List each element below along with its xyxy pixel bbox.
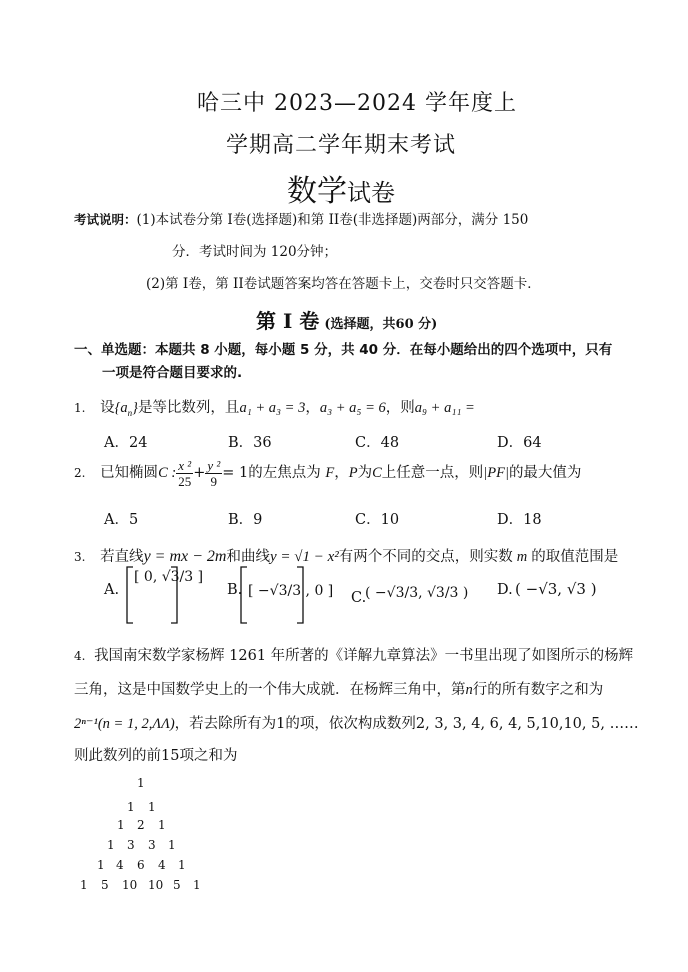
triangle-row-5-cell: 4 [116,858,124,872]
question-4-line4: 则此数列的前15项之和为 [74,748,238,764]
q2-text-b: 的左焦点为 [248,465,321,481]
q2-point: P [348,465,358,481]
q3-option-a-label: A. [104,582,120,598]
instructions-line2: 分．考试时间为 120分钟； [172,244,338,260]
triangle-row-6-cell: 1 [193,878,201,892]
question-2 [74,456,581,490]
triangle-row-6-cell: 1 [80,878,88,892]
section-note: (选择题，共60 分) [324,317,438,332]
part1-heading-line1: 一、单选题：本题共 8 小题，每小题 5 分，共 40 分．在每小题给出的四个选项中，只有 [74,342,613,358]
triangle-row-2-cell: 1 [127,800,135,814]
subject-title-big: 数学 [287,174,347,209]
q3-option-d-text: ( −√3, √3 ) [515,580,597,598]
triangle-row-5-cell: 4 [158,858,166,872]
q3-text-d: 的取值范围是 [531,549,619,565]
q4-text-line2b: 行的所有数字之和为 [472,682,604,698]
triangle-row-6-cell: 5 [101,878,109,892]
subject-title-small: 试卷 [347,179,395,207]
q3-curve-equation: y = √1 − x² [269,549,339,565]
q3-option-b-expression [238,563,334,627]
triangle-row-6-cell: 10 [148,878,164,892]
triangle-row-4-cell: 3 [148,838,156,852]
question-number: 2. [74,466,86,480]
instructions-item1a: (1)本试卷分第 I卷(选择题)和第 II卷(非选择题)两部分，满分 150 [136,212,529,228]
q4-power-expression: 2ⁿ⁻¹ [74,716,98,732]
instructions-line3: (2)第 I卷，第 II卷试题答案均答在答题卡上，交卷时只交答题卡． [146,276,541,292]
question-1 [74,396,475,418]
question-number: 3. [74,550,86,564]
triangle-row-3-cell: 1 [158,818,166,832]
q2-focus: F [325,465,335,481]
q1-option-d: D．64 [497,435,542,451]
q4-text-line3b: ，若去除所有为1的项，依次构成数列2, 3, 3, 4, 6, 4, 5,10,10, 5, …… [174,716,639,732]
q2-pf: |PF| [483,465,509,481]
triangle-row-5-cell: 1 [97,858,105,872]
q1-text-c: ，则 [385,400,415,416]
section-heading [256,305,437,334]
q3-option-a-expression [124,563,204,627]
q2-fraction-x: $\frac{\text{x ²}}{25}$ [178,457,192,489]
q4-text-line2a: 三角，这是中国数学史上的一个伟大成就．在杨辉三角中，第 [74,682,466,698]
q2-equals: = 1 [222,465,249,481]
section-title: 第 I 卷 [256,309,320,333]
triangle-row-4-cell: 1 [168,838,176,852]
question-4-line2 [74,678,603,699]
q2-text-c: ， [334,465,349,481]
q1-text-b: 是等比数列，且 [137,400,240,416]
q1-sequence: $\{a_n\}$ [114,400,138,418]
q2-option-d: D．18 [497,512,542,528]
triangle-row-2-cell: 1 [148,800,156,814]
q3-option-d-expression [515,574,615,614]
q3-option-d-label: D. [497,582,513,598]
q3-option-c-text: ( −√3/3, √3/3 ) [365,585,469,601]
q3-option-a-text: [ 0, √3/3 ] [134,569,204,585]
q1-option-c: C．48 [355,435,400,451]
q2-text-e: 上任意一点，则 [381,465,484,481]
q3-option-c-expression [365,575,505,625]
q2-fraction-y: $\frac{\text{y ²}}{9}$ [207,457,221,489]
q1-option-a: A．24 [104,435,148,451]
instructions-label: 考试说明： [74,212,137,227]
subject-title [287,166,395,210]
q2-option-c: C．10 [355,512,400,528]
q1-target: a₉ + a₁₁ = [414,400,475,416]
q2-text-a: 已知椭圆 [100,465,159,481]
q3-variable: m [516,549,528,565]
q3-text-a: 若直线 [100,549,144,565]
q4-text-line1: 我国南宋数学家杨辉 1261 年所著的《详解九章算法》一书里出现了如图所示的杨辉 [94,648,634,664]
q1-option-b: B．36 [228,435,272,451]
q2-option-a: A．5 [104,512,139,528]
triangle-row-4-cell: 3 [127,838,135,852]
question-number: 4. [74,649,86,663]
triangle-row-3-cell: 1 [117,818,125,832]
q4-row-variable: n [465,682,473,698]
q2-plus: + [193,465,206,481]
q3-option-b-text: [ −√3/3 , 0 ] [248,583,334,599]
triangle-row-5-cell: 1 [178,858,186,872]
q3-text-b: 和曲线 [226,549,270,565]
q3-line-equation: y = mx − 2m [143,548,227,565]
question-4-line1 [74,644,633,665]
exam-title-line1: 哈三中 2023—2024 学年度上 [197,91,517,116]
triangle-row-1: 1 [137,776,145,790]
q2-curve-2: C [372,465,382,481]
q2-text-d: 为 [357,465,373,481]
triangle-row-3-cell: 2 [137,818,145,832]
question-number: 1. [74,401,86,415]
q1-text-a: 设 [100,400,115,416]
q1-separator: ， [305,400,320,416]
q3-option-b-label: B. [227,582,243,598]
q3-text-c: 有两个不同的交点，则实数 [338,549,513,565]
part1-heading-line2: 一项是符合题目要求的. [102,365,243,381]
q1-condition-1: a₁ + a₃ = 3 [239,400,306,416]
q2-option-b: B．9 [228,512,263,528]
triangle-row-6-cell: 5 [173,878,181,892]
triangle-row-5-cell: 6 [137,858,145,872]
q2-curve: C : [158,465,177,481]
triangle-row-6-cell: 10 [122,878,138,892]
instructions-line1 [74,208,528,228]
question-4-line3 [74,712,639,733]
q1-condition-2: a₃ + a₅ = 6 [319,400,386,416]
q3-option-c-label: C. [351,590,367,606]
exam-title-line2: 学期高二学年期末考试 [226,133,457,158]
triangle-row-4-cell: 1 [107,838,115,852]
q2-text-f: 的最大值为 [508,465,582,481]
q4-row-condition: (n = 1, 2,ΛΛ) [97,716,175,732]
